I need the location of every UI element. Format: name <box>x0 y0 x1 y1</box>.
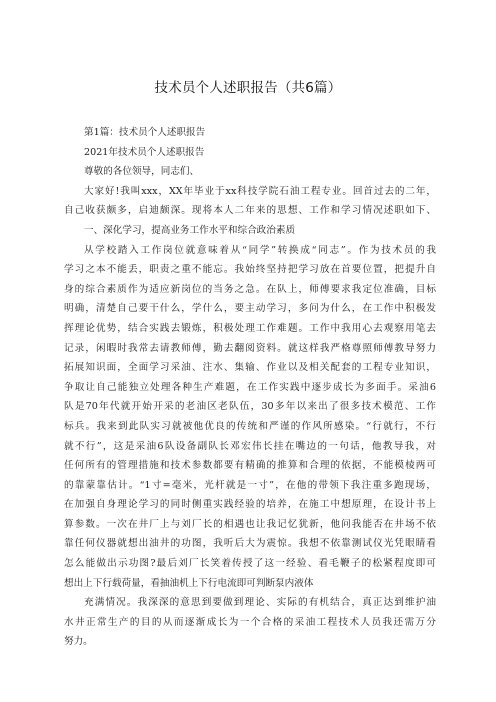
section-heading-1: 一、深化学习，提高业务工作水平和综合政治素质 <box>84 224 296 236</box>
section-heading-part-1: 第1篇：技术员个人述职报告 <box>84 127 206 138</box>
body-line: 标兵。我来到此队实习就被他优良的传统和严谨的作风所感染。“行就行，不行 <box>64 420 436 432</box>
body-line: 明确，清楚自己要干什么，学什么，要主动学习，多问为什么，在工作中积极发 <box>64 303 436 315</box>
body-line: 水井正常生产的目的从而逐渐成长为一个合格的采油工程技术人员我还需万分 <box>64 616 436 628</box>
body-line: 大家好!我叫xxx，XX年毕业于xx科技学院石油工程专业。回首过去的二年， <box>84 185 436 197</box>
body-line: 就不行”，这是采油6队设备副队长邓宏伟长挂在嘴边的一句话，他教导我，对 <box>64 440 436 452</box>
body-line: 努力。 <box>64 636 93 648</box>
body-line: 想出上下行载荷量，看抽油机上下行电流即可判断泵内液体 <box>64 577 314 589</box>
salutation: 尊敬的各位领导，同志们、 <box>84 166 200 178</box>
body-line: 身的综合素质作为适应新岗位的当务之急。在队上，师傅要求我定位准确，目标 <box>64 283 436 295</box>
body-line: 拓展知识面，全面学习采油、注水、集输、作业以及相关配套的工程专业知识， <box>64 362 436 374</box>
body-line: 自己收获颇多，启迪颇深。现将本人二年来的思想、工作和学习情况述职如下、 <box>64 205 436 217</box>
body-line: 充满情况。我深深的意思到要做到理论、实际的有机结合，真正达到维护油 <box>84 597 436 609</box>
body-line: 算参数。一次在井厂上与刘厂长的相遇也让我记忆犹新，他问我能否在井场不依 <box>64 518 436 530</box>
document-title: 技术员个人述职报告（共6篇） <box>154 80 342 96</box>
body-line: 靠任何仪器就想出油井的功图，我听后大为震惊。我想不依靠测试仪光凭眼睛看 <box>64 538 436 550</box>
body-line: 学习之本不能丢，职责之重不能忘。我始终坚持把学习放在首要位置，把提升自 <box>64 264 436 276</box>
body-line: 在加强自身理论学习的同时侧重实践经验的培养，在施工中想原理，在设计书上 <box>64 499 436 511</box>
body-line: 争取让自己能独立处理各种生产难题，在工作实践中逐步成长为多面手。采油6 <box>64 381 436 393</box>
body-line: 记录，闲暇时我常去请教师傅，勤去翻阅资料。就这样我严格尊照师傅教导努力 <box>64 342 436 354</box>
document-body <box>64 123 436 652</box>
report-subtitle: 2021年技术员个人述职报告 <box>84 146 205 158</box>
body-line: 从学校踏入工作岗位就意味着从“同学”转换成“同志”。作为技术员的我 <box>84 244 436 256</box>
body-line: 怎么能做出示功图?最后刘厂长笑着传授了这一经验、看毛鞭子的松紧程度即可 <box>64 558 436 570</box>
body-line: 任何所有的管理措施和技术参数都要有精确的推算和合理的依据，不能模棱两可 <box>64 460 436 472</box>
body-line: 的靠蒙靠估计。“1寸=毫米，光杆就是一寸”，在他的带领下我注重多跑现场， <box>64 479 436 491</box>
body-line: 挥理论优势，结合实践去锻炼，积极处理工作难题。工作中我用心去观察用笔去 <box>64 322 436 334</box>
body-line: 队是70年代就开始开采的老油区老队伍，30多年以来出了很多技术模范、工作 <box>64 401 436 413</box>
